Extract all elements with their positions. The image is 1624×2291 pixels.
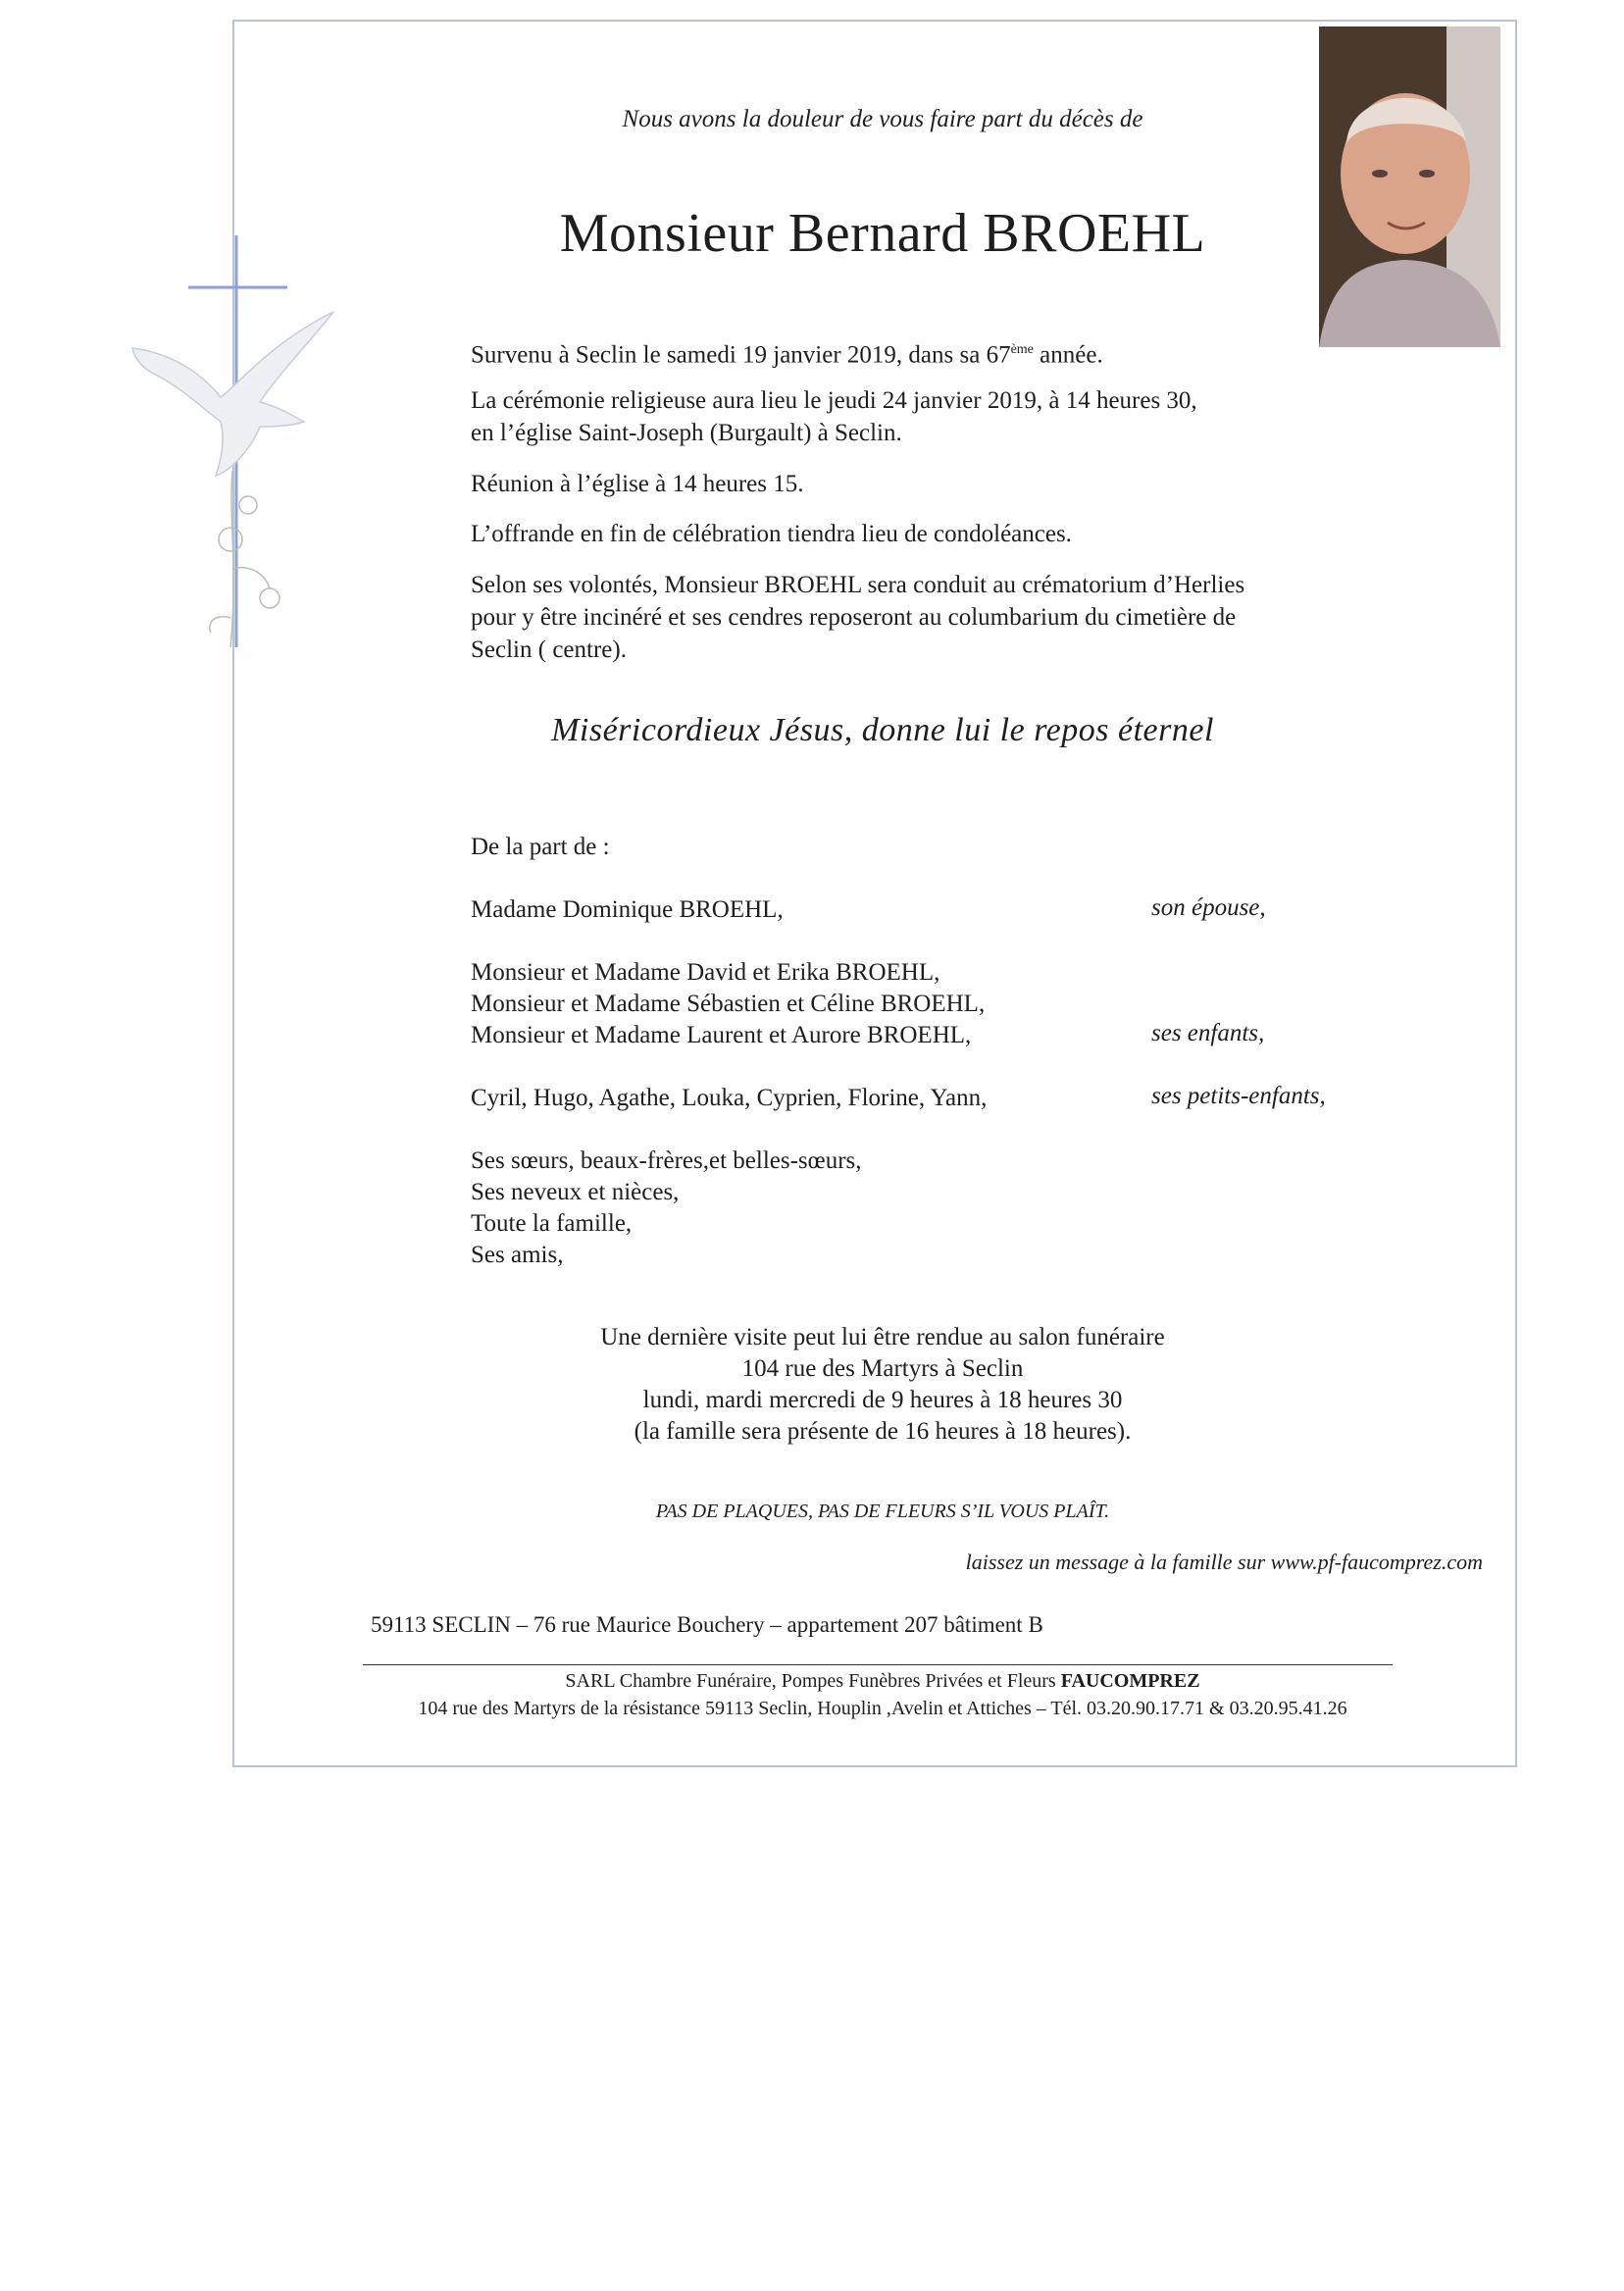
others-line-1: Ses sœurs, beaux-frères,et belles-sœurs, bbox=[471, 1147, 862, 1174]
offering-line: L’offrande en fin de célébration tiendra lieu de condoléances. bbox=[471, 521, 1072, 547]
cross-dove-decoration bbox=[123, 226, 358, 677]
no-flowers-notice: PAS DE PLAQUES, PAS DE FLEURS S’IL VOUS PLAÎT. bbox=[655, 1501, 1110, 1522]
wishes-line-2: pour y être incinéré et ses cendres reposeront au columbarium du cimetière de bbox=[471, 604, 1237, 631]
ceremony-line-2: en l’église Saint-Joseph (Burgault) à Seclin. bbox=[471, 420, 902, 446]
ceremony-paragraph bbox=[471, 384, 1197, 449]
spouse-name: Madame Dominique BROEHL, bbox=[471, 896, 784, 923]
children-names bbox=[471, 957, 985, 1051]
visit-info bbox=[412, 1322, 1353, 1448]
others-line-2: Ses neveux et nièces, bbox=[471, 1179, 680, 1205]
visit-line-3: lundi, mardi mercredi de 9 heures à 18 heures 30 bbox=[642, 1387, 1123, 1413]
funeral-home-text: SARL Chambre Funéraire, Pompes Funèbres Privées et Fleurs bbox=[565, 1670, 1061, 1692]
child-2: Monsieur et Madame Sébastien et Céline BROEHL, bbox=[471, 991, 986, 1017]
death-ordinal: ème bbox=[1010, 342, 1034, 357]
message-link[interactable]: laissez un message à la famille sur www.pf-faucomprez.com bbox=[965, 1550, 1483, 1574]
grandchildren-names: Cyril, Hugo, Agathe, Louka, Cyprien, Florine, Yann, bbox=[471, 1085, 988, 1111]
dove-icon bbox=[132, 312, 333, 476]
visit-line-4: (la famille sera présente de 16 heures à 18 heures). bbox=[634, 1418, 1132, 1445]
wishes-paragraph bbox=[471, 569, 1244, 666]
intro-text: Nous avons la douleur de vous faire part du décès de bbox=[622, 106, 1143, 132]
child-1: Monsieur et Madame David et Erika BROEHL, bbox=[471, 959, 940, 986]
visit-line-1: Une dernière visite peut lui être rendue au salon funéraire bbox=[600, 1324, 1165, 1350]
visit-line-2: 104 rue des Martyrs à Seclin bbox=[741, 1355, 1024, 1382]
portrait-photo bbox=[1319, 26, 1500, 347]
other-relatives bbox=[471, 1146, 862, 1271]
ceremony-line-1: La cérémonie religieuse aura lieu le jeudi 24 janvier 2019, à 14 heures 30, bbox=[471, 387, 1197, 414]
family-address: 59113 SECLIN – 76 rue Maurice Bouchery – appartement 207 bâtiment B bbox=[371, 1612, 1043, 1637]
from-label: De la part de : bbox=[471, 834, 610, 860]
children-relation: ses enfants, bbox=[1151, 1020, 1265, 1046]
grandchildren-relation: ses petits-enfants, bbox=[1151, 1083, 1326, 1109]
prayer-text: Miséricordieux Jésus, donne lui le repos éternel bbox=[551, 712, 1214, 748]
wishes-line-3: Seclin ( centre). bbox=[471, 636, 627, 663]
funeral-home-line bbox=[294, 1670, 1471, 1693]
deceased-name: Monsieur Bernard BROEHL bbox=[559, 203, 1206, 264]
death-line bbox=[471, 333, 1103, 371]
footer-divider bbox=[363, 1664, 1393, 1665]
funeral-home-contact: 104 rue des Martyrs de la résistance 59113 Seclin, Houplin ,Avelin et Attiches – Tél. 03.20.90.17.71 & 03.20.95.41.26 bbox=[418, 1698, 1347, 1719]
death-text-end: année. bbox=[1033, 341, 1103, 369]
others-line-4: Ses amis, bbox=[471, 1242, 564, 1268]
meeting-line: Réunion à l’église à 14 heures 15. bbox=[471, 471, 804, 497]
others-line-3: Toute la famille, bbox=[471, 1210, 633, 1237]
death-text: Survenu à Seclin le samedi 19 janvier 2019, dans sa 67 bbox=[471, 341, 1011, 369]
spouse-relation: son épouse, bbox=[1151, 894, 1266, 921]
flower-stem-icon bbox=[210, 471, 279, 647]
wishes-line-1: Selon ses volontés, Monsieur BROEHL sera conduit au crématorium d’Herlies bbox=[471, 572, 1245, 598]
portrait-illustration bbox=[1319, 26, 1500, 347]
funeral-home-brand: FAUCOMPREZ bbox=[1060, 1670, 1200, 1692]
child-3: Monsieur et Madame Laurent et Aurore BROEHL, bbox=[471, 1022, 972, 1048]
